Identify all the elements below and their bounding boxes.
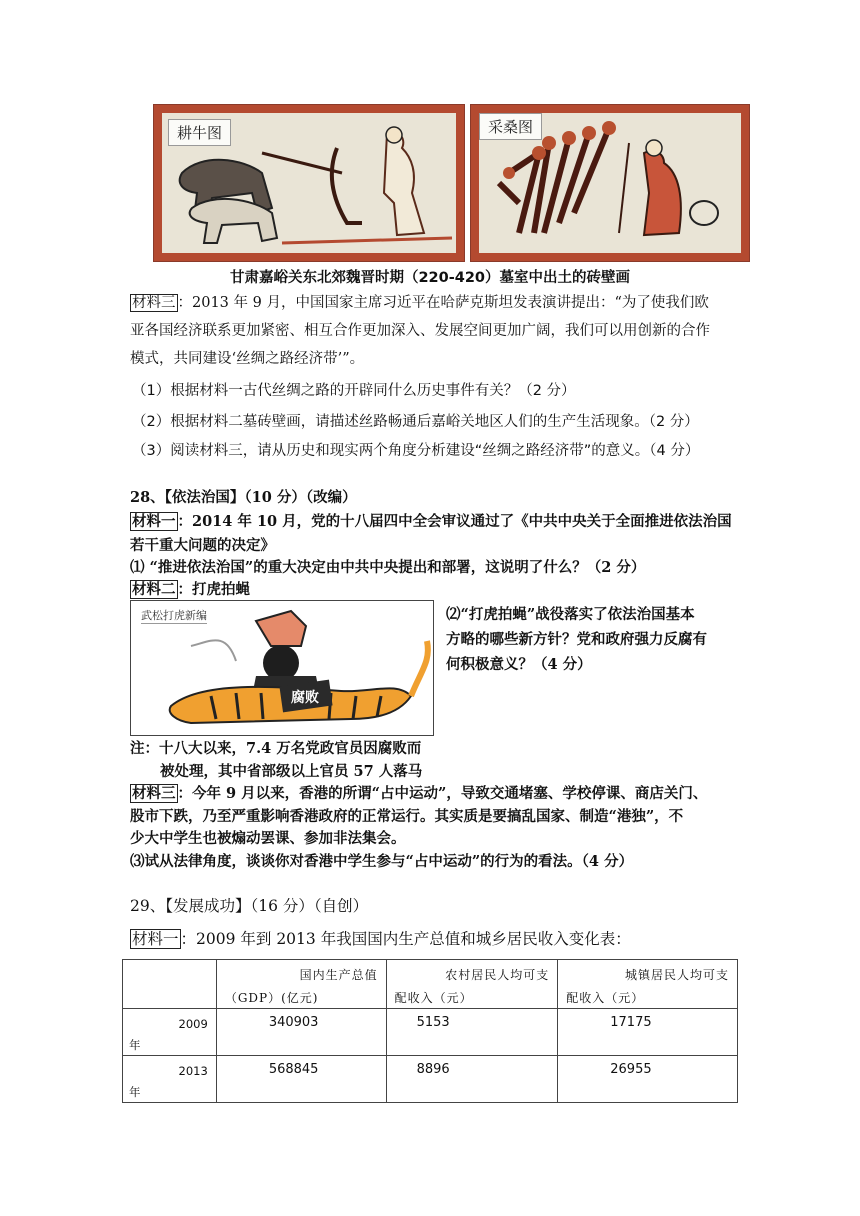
q28-material2: 材料二 ：打虎拍蝇 [132, 581, 250, 598]
q28-material2-tag: 材料二 [132, 581, 176, 598]
mural-right-label: 采桑图 [479, 113, 542, 140]
table-header-row [123, 960, 738, 1009]
q28-material3-line3: 少大中学生也被煽动罢课、参加非法集会。 [130, 830, 406, 847]
material3-tag: 材料三 [132, 295, 176, 311]
q27-question-3: （3）阅读材料三，请从历史和现实两个角度分析建设“丝绸之路经济带”的意义。（4 分） [132, 443, 700, 459]
q28-material3-line1: 材料三 ：今年 9 月以来，香港的所谓“占中运动”，导致交通堵塞、学校停课、商店关门、 [132, 785, 708, 802]
table-value-cell: 5153 [386, 1009, 558, 1056]
gdp-income-table [122, 959, 738, 1103]
q28-material3-tag: 材料三 [132, 785, 176, 802]
q28-material1-tag: 材料一 [132, 513, 176, 530]
table-value-cell: 17175 [558, 1009, 738, 1056]
q28-question-2-line3: 何积极意义？（4 分） [446, 656, 592, 673]
q28-note-line1: 注：十八大以来，7.4 万名党政官员因腐败而 [130, 740, 422, 757]
mural-left-label: 耕牛图 [168, 119, 231, 146]
q29-material1: 材料一 ：2009 年到 2013 年我国国内生产总值和城乡居民收入变化表： [132, 930, 631, 948]
table-value-cell: 26955 [558, 1056, 738, 1103]
table-header-cell: 国内生产总值 （GDP）(亿元) [216, 960, 386, 1009]
table-header-cell: 城镇居民人均可支 配收入（元） [558, 960, 738, 1009]
table-value-cell: 568845 [216, 1056, 386, 1103]
table-corner-cell [123, 960, 217, 1009]
q28-question-2-line2: 方略的哪些新方针？党和政府强力反腐有 [446, 631, 707, 648]
q29-material1-tag: 材料一 [132, 930, 179, 948]
table-year-cell: 2009 年 [123, 1009, 217, 1056]
q27-question-1: （1）根据材料一古代丝绸之路的开辟同什么历史事件有关？（2 分） [132, 383, 576, 399]
q28-question-2-line1: ⑵“打虎拍蝇”战役落实了依法治国基本 [446, 606, 695, 623]
q28-material1-line2: 若干重大问题的决定》 [130, 537, 275, 554]
mural-mulberry-picking-image [470, 104, 750, 262]
mural-ox-ploughing-image [153, 104, 465, 262]
q28-note-line2: 被处理，其中省部级以上官员 57 人落马 [160, 763, 423, 780]
table-year-cell: 2013 年 [123, 1056, 217, 1103]
cartoon-drawing [131, 601, 433, 735]
q28-heading: 28、【依法治国】（10 分）（改编） [130, 489, 357, 506]
q28-material3-line2: 股市下跌，乃至严重影响香港政府的正常运行。其实质是要搞乱国家、制造“港独”，不 [130, 808, 684, 825]
table-row [123, 1056, 738, 1103]
q27-material3-line2: 亚各国经济联系更加紧密、相互合作更加深入、发展空间更加广阔，我们可以用创新的合作 [130, 323, 710, 339]
q28-question-1: ⑴ “推进依法治国”的重大决定由中共中央提出和部署，这说明了什么？（2 分） [130, 559, 646, 576]
cartoon-title: 武松打虎新编 [141, 609, 207, 622]
q27-question-2: （2）根据材料二墓砖壁画，请描述丝路畅通后嘉峪关地区人们的生产生活现象。（2 分） [132, 414, 699, 430]
table-header-cell: 农村居民人均可支 配收入（元） [386, 960, 558, 1009]
q28-material1-line1: 材料一 ：2014 年 10 月，党的十八届四中全会审议通过了《中共中央关于全面推进依法治国 [132, 513, 732, 530]
q27-material3-line3: 模式，共同建设‘丝绸之路经济带’”。 [130, 351, 365, 367]
mural-caption: 甘肃嘉峪关东北郊魏晋时期（220-420）墓室中出土的砖壁画 [229, 270, 631, 286]
q28-question-3: ⑶试从法律角度，谈谈你对香港中学生参与“占中运动”的行为的看法。（4 分） [130, 853, 634, 870]
q27-material3-line1: 材料三 ：2013 年 9 月，中国国家主席习近平在哈萨克斯坦发表演讲提出：“为了使我们欧 [132, 295, 709, 311]
table-row [123, 1009, 738, 1056]
anti-corruption-cartoon [130, 600, 434, 736]
cartoon-corruption-word: 腐败 [291, 690, 319, 706]
table-value-cell: 8896 [386, 1056, 558, 1103]
table-value-cell: 340903 [216, 1009, 386, 1056]
q29-heading: 29、【发展成功】（16 分）（自创） [130, 897, 369, 915]
